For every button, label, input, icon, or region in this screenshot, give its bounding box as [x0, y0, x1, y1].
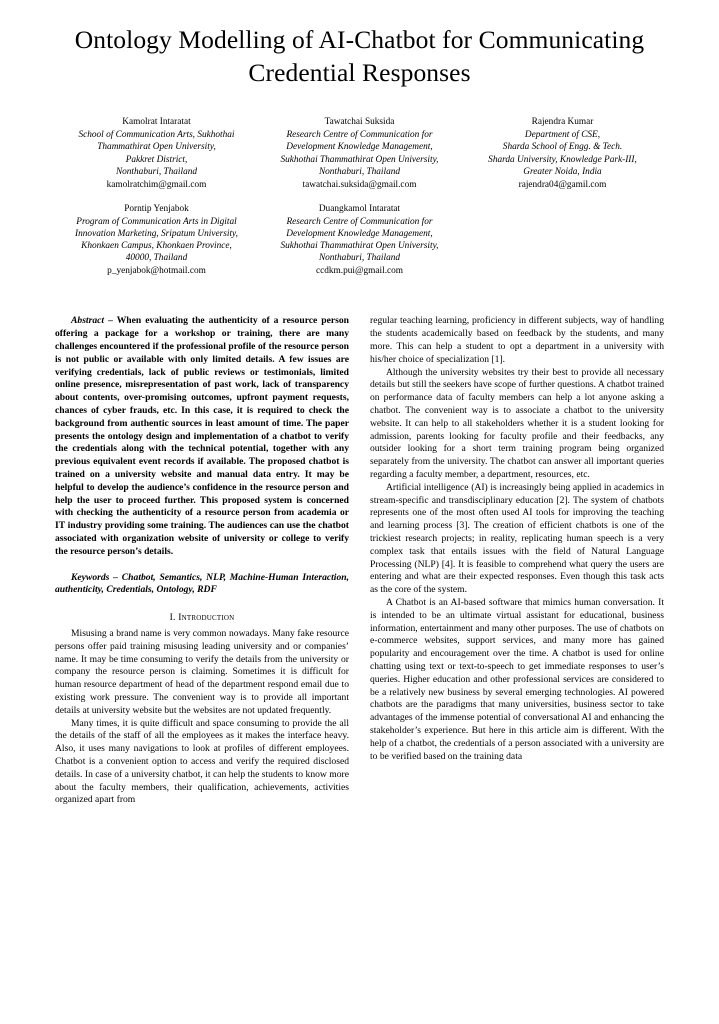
author-email[interactable]: ccdkm.pui@gmail.com: [315, 266, 404, 277]
author-block: [258, 116, 461, 191]
author-list: [55, 116, 664, 277]
author-affiliation: [261, 129, 458, 178]
title-block: [55, 0, 664, 89]
affiliation-line: Nonthaburi, Thailand: [115, 166, 198, 177]
body-columns: [55, 315, 664, 807]
affiliation-line: Research Centre of Communication for: [286, 130, 433, 141]
author-name: Porntip Yenjabok: [124, 203, 189, 214]
body-paragraph: Many times, it is quite difficult and space consuming to provide the all the details of the staff of all the employees as it makes the interface heavy. Also, it uses many navigations to look at profiles of different employees. Chatbot is a convenient option to access and verify the required disclosed details. In case of a university chatbot, it can help the students to know more about the faculty members, their qualification, achievements, activities organized apart from: [55, 717, 349, 806]
author-block: [55, 116, 258, 191]
author-block: [461, 116, 664, 191]
body-paragraph: regular teaching learning, proficiency in different subjects, way of handling the students academically based on feedback by the students, and many more. This can help a student to opt a department in a university with his/her choice of specialization [1].: [370, 315, 664, 365]
affiliation-line: Sharda University, Knowledge Park-III,: [488, 154, 637, 165]
body-paragraph: A Chatbot is an AI-based software that mimics human conversation. It is intended to be an ultimate virtual assistant for educational, business information, entertainment and many other purposes. The use of chatbots on e-commerce websites, support services, and many more has gained popularity and encouragement over the time. A chatbot is used for online chatting using text or text-to-speech to get immediate responses to user’s queries. Higher education and other professional services are considered to be a relatively new business by several emerging technologies. AI powered chatbots are the paradigms that many universities, business sector to take advantages of the immense potential of conversational AI and enhancing the stakeholder’s experience. But here in this article aim is different. With the help of a chatbot, the credentials of a person associated with a university are to be verified based on the training data: [370, 596, 664, 762]
affiliation-line: Greater Noida, India: [523, 166, 602, 177]
affiliation-line: Khonkaen Campus, Khonkaen Province,: [81, 241, 232, 252]
affiliation-line: Research Centre of Communication for: [286, 216, 433, 227]
affiliation-line: Pakkret District,: [125, 154, 188, 165]
affiliation-line: Sharda School of Engg. & Tech.: [502, 142, 623, 153]
keywords-label: Keywords: [71, 571, 110, 583]
affiliation-line: Nonthaburi, Thailand: [318, 166, 401, 177]
page-title: Ontology Modelling of AI-Chatbot for Communicating Credential Responses: [74, 25, 645, 87]
author-email[interactable]: kamolratchim@gmail.com: [106, 179, 207, 190]
abstract-text: When evaluating the authenticity of a resource person offering a package for a workshop or training, there are many challenges encountered if the professional profile of the resource person is not public or available with only limited details. A few issues are verifying credentials, lack of public reviews or testimonials, limited online presence, misrepresentation of past work, lack of transparency about contents, over-promising outcomes, upfront payment requests, chances of cyber frauds, etc. In this case, it is required to check the background from authentic sources in least amount of time. The paper presents the ontology design and implementation of a chatbot to verify the credentials along with the technical potential, together with any previous equivalent event records if available. The proposed chatbot is trained on a university website and manual data entry. It may be helpful to develop the audience’s confidence in the resource person and help the user to proceed further. This proposed system is concerned with checking the authenticity of a resource person from academia or IT industry providing some training. The audiences can use the chatbot associated with organization website of university or college to verify the resource person’s details.: [55, 315, 350, 557]
author-name: Tawatchai Suksida: [324, 117, 395, 128]
author-row: [55, 203, 664, 278]
author-affiliation: [58, 129, 255, 178]
affiliation-line: Nonthaburi, Thailand: [318, 253, 401, 264]
author-email[interactable]: p_yenjabok@hotmail.com: [107, 266, 206, 277]
author-affiliation: [58, 216, 255, 265]
author-name: Kamolrat Intaratat: [122, 117, 191, 128]
affiliation-line: Development Knowledge Management,: [286, 142, 433, 153]
affiliation-line: Sukhothai Thammathirat Open University,: [280, 241, 439, 252]
right-column: [370, 315, 664, 807]
left-column: [55, 315, 349, 807]
body-paragraph: Artificial intelligence (AI) is increasingly being applied in academics in stream-specific and transdisciplinary education [2]. The system of chatbots represents one of the most often used AI tools for improving the teaching and learning process [3]. The creation of efficient chatbots is one of the trickiest research projects; in reality, replicating human speech is a very complex task that entails issues with the field of Natural Language Processing (NLP) [4]. It is feasible to comprehend what query the users are entering and what are their expected responses. Even though this task acts as the core of the system.: [370, 481, 664, 596]
author-block: [258, 203, 461, 278]
section-heading-introduction: I. Introduction: [169, 612, 235, 624]
keywords-paragraph: [55, 572, 349, 598]
keywords-dash: –: [109, 571, 122, 583]
author-email[interactable]: rajendra04@gamil.com: [518, 179, 607, 190]
affiliation-line: Development Knowledge Management,: [286, 228, 433, 239]
affiliation-line: Program of Communication Arts in Digital: [76, 216, 237, 227]
abstract-dash: –: [104, 315, 117, 327]
affiliation-line: Department of CSE,: [524, 130, 601, 141]
affiliation-line: School of Communication Arts, Sukhothai: [78, 130, 235, 141]
author-name: Rajendra Kumar: [531, 117, 594, 128]
affiliation-line: Thammathirat Open University,: [97, 142, 216, 153]
author-affiliation: [464, 129, 661, 178]
affiliation-line: Sukhothai Thammathirat Open University,: [280, 154, 439, 165]
author-name: Duangkamol Intaratat: [318, 203, 401, 214]
abstract-paragraph: [55, 315, 349, 558]
affiliation-line: Innovation Marketing, Sripatum University,: [75, 228, 238, 239]
abstract-label: Abstract: [71, 315, 105, 327]
author-affiliation: [261, 216, 458, 265]
keywords-text: Chatbot, Semantics, NLP, Machine-Human Interaction, authenticity, Credentials, Ontology, RDF: [55, 571, 349, 596]
body-paragraph: Although the university websites try their best to provide all necessary details but still the seekers have scope of further questions. A chatbot trained on performance data of faculty members can help a lot anyone asking a chatbot. The convenient way is to associate a chatbot to the university website. It can help to all stakeholders whether it is a student looking for admission, parents looking for faculty profile and their feedbacks, any outsider looking for a short term training program being organized separately from the university. The chatbot can answer all important queries regarding a faculty member, a department, resources, etc.: [370, 366, 664, 480]
affiliation-line: 40000, Thailand: [125, 253, 188, 264]
author-email[interactable]: tawatchai.suksida@gmail.com: [302, 179, 417, 190]
author-row: [55, 116, 664, 191]
body-paragraph: Misusing a brand name is very common nowadays. Many fake resource persons offer paid training misusing leading university and or companies’ name. It may be time consuming to verify the details from the university or company the resource person is claiming. Sometimes it is difficult for human resource department of head of the department respond email due to existing work pressure. The convenient way is to provide all important details at university website but the websites are not updated frequently.: [55, 627, 349, 716]
author-block: [55, 203, 258, 278]
